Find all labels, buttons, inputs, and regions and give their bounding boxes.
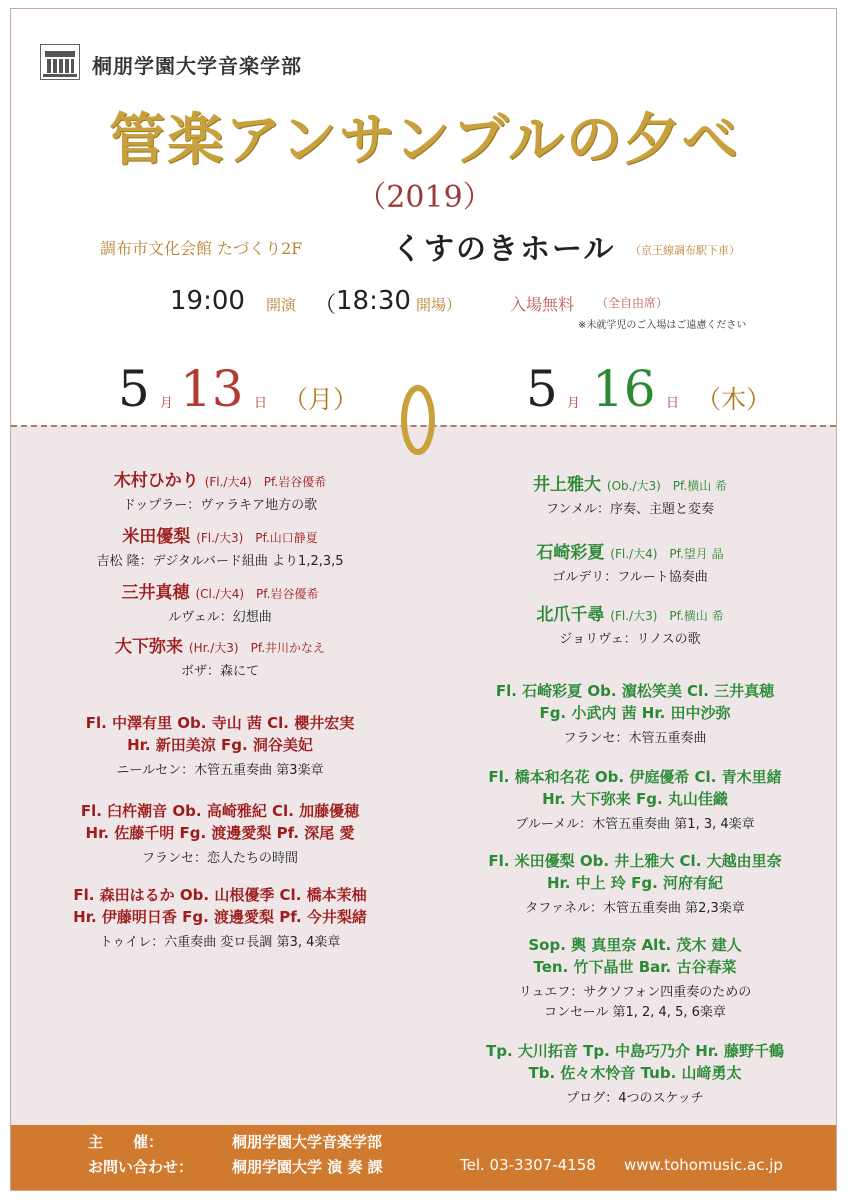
open-paren: （: [314, 293, 337, 318]
list-item: [430, 934, 840, 1020]
work-title: ドップラー：ヴァラキア地方の歌: [122, 498, 318, 513]
work-title: フンメル：序奏、主題と変奏: [545, 502, 715, 517]
contact-label: お問い合わせ：: [88, 1158, 194, 1176]
performer-info: (Fl./大4) Pf.望月 晶: [610, 547, 724, 561]
list-item: [430, 680, 840, 746]
venue-access: （京王線調布駅下車）: [630, 244, 740, 257]
performer-name: 木村ひかり: [113, 471, 199, 491]
list-item: [430, 850, 840, 916]
start-time: 19:00: [170, 286, 245, 316]
website-url: www.tohomusic.ac.jp: [624, 1156, 783, 1174]
start-label: 開演: [266, 296, 297, 314]
performer-name: 米田優梨: [122, 527, 191, 547]
venue-hall: くすのきホール: [392, 232, 616, 267]
admission-free: 入場無料: [510, 295, 575, 314]
ensemble-line: Hr. 佐藤千明 Fg. 渡邊愛梨 Pf. 深尾 愛: [85, 824, 355, 842]
ensemble-line: Fl. 石崎彩夏 Ob. 濵松笑美 Cl. 三井真穂: [495, 682, 775, 700]
performer-name: 北爪千尋: [536, 605, 605, 625]
date-left-day-unit: 日: [254, 396, 268, 411]
ensemble-line: Hr. 中上 玲 Fg. 河府有紀: [546, 874, 724, 892]
host-name: 桐朋学園大学音楽学部: [232, 1133, 383, 1151]
date-right-month-unit: 月: [567, 396, 581, 411]
date-separator-oval: [399, 384, 437, 456]
ensemble-line: Fl. 中澤有里 Ob. 寺山 茜 Cl. 櫻井宏実: [85, 714, 355, 732]
performer-info: (Ob./大3) Pf.横山 希: [606, 479, 728, 493]
performer-info: (Hr./大3) Pf.井川かなえ: [188, 641, 326, 655]
list-item: [20, 578, 420, 625]
list-item: [430, 600, 830, 647]
date-left-weekday: （月）: [283, 385, 359, 414]
work-title: ニールセン：木管五重奏曲 第3楽章: [116, 763, 324, 778]
ensemble-line: Sop. 輿 真里奈 Alt. 茂木 建人: [528, 936, 742, 954]
list-item: [20, 522, 420, 569]
list-item: [20, 466, 420, 513]
seating-note: （全自由席）: [596, 296, 669, 310]
list-item: [430, 470, 830, 517]
contact-phone: Tel. 03-3307-4158: [460, 1156, 596, 1174]
list-item: [20, 632, 420, 679]
children-note: ※未就学児のご入場はご遠慮ください: [578, 320, 747, 331]
performer-name: 大下弥来: [114, 637, 183, 657]
work-title: フランセ：恋人たちの時間: [141, 851, 298, 866]
ensemble-line: Hr. 伊藤明日香 Fg. 渡邊愛梨 Pf. 今井梨緒: [73, 908, 367, 926]
host-label: 主 催：: [88, 1133, 164, 1151]
date-right-day-unit: 日: [666, 396, 680, 411]
ensemble-line: Tp. 大川拓音 Tp. 中島巧乃介 Hr. 藤野千鶴: [486, 1042, 784, 1060]
date-left-month: 5: [118, 360, 150, 418]
date-right-day: 16: [592, 360, 656, 418]
date-right-weekday: （木）: [696, 385, 772, 414]
date-left-month-unit: 月: [160, 396, 174, 411]
work-title-cont: コンセール 第1, 2, 4, 5, 6楽章: [544, 1005, 726, 1020]
work-title: リュエフ：サクソフォン四重奏のための: [518, 985, 752, 1000]
work-title: ボザ：森にて: [180, 664, 259, 679]
work-title: トゥイレ：六重奏曲 変ロ長調 第3, 4楽章: [99, 935, 341, 950]
ensemble-line: Hr. 大下弥来 Fg. 丸山佳織: [542, 790, 728, 808]
list-item: [10, 884, 430, 950]
doors-label: 開場）: [416, 296, 462, 314]
work-title: ルヴェル：幻想曲: [168, 610, 272, 625]
work-title: フランセ：木管五重奏曲: [563, 731, 707, 746]
list-item: [430, 766, 840, 832]
venue-building: 調布市文化会館 たづくり2F: [100, 239, 303, 258]
ensemble-line: Fl. 臼杵潮音 Ob. 高崎雅紀 Cl. 加藤優穂: [80, 802, 360, 820]
list-item: [430, 538, 830, 585]
performer-name: 井上雅大: [532, 475, 601, 495]
organizer-heading: 桐朋学園大学音楽学部: [92, 54, 302, 78]
list-item: [10, 800, 430, 866]
ensemble-line: Fl. 森田はるか Ob. 山根優季 Cl. 橋本茉柚: [73, 886, 367, 904]
ensemble-line: Tb. 佐々木怜音 Tub. 山﨑勇太: [528, 1064, 742, 1082]
performer-name: 石崎彩夏: [536, 543, 605, 563]
performer-info: (Fl./大3) Pf.横山 希: [610, 609, 724, 623]
list-item: [10, 712, 430, 778]
contact-name: 桐朋学園大学 演 奏 課: [232, 1158, 383, 1176]
performer-name: 三井真穂: [121, 583, 190, 603]
work-title: プログ：4つのスケッチ: [566, 1091, 704, 1106]
school-logo-icon: [40, 44, 80, 80]
date-right-month: 5: [526, 360, 558, 418]
concert-year: （2019）: [356, 180, 493, 215]
date-left-day: 13: [180, 360, 244, 418]
ensemble-line: Ten. 竹下晶世 Bar. 古谷春菜: [533, 958, 737, 976]
list-item: [430, 1040, 840, 1106]
performer-info: (Cl./大4) Pf.岩谷優希: [195, 587, 319, 601]
work-title: ゴルデリ：フルート協奏曲: [552, 570, 708, 585]
ensemble-line: Hr. 新田美涼 Fg. 洞谷美妃: [127, 736, 313, 754]
performer-info: (Fl./大4) Pf.岩谷優希: [204, 475, 327, 489]
doors-time: 18:30: [336, 286, 411, 316]
work-title: 吉松 隆：デジタルバード組曲 より1,2,3,5: [96, 554, 344, 569]
performer-info: (Fl./大3) Pf.山口静夏: [196, 531, 318, 545]
work-title: ブルーメル：木管五重奏曲 第1, 3, 4楽章: [515, 817, 755, 832]
ensemble-line: Fl. 米田優梨 Ob. 井上雅大 Cl. 大越由里奈: [488, 852, 782, 870]
ensemble-line: Fl. 橋本和名花 Ob. 伊庭優希 Cl. 青木里緒: [488, 768, 782, 786]
work-title: ジョリヴェ：リノスの歌: [559, 632, 701, 647]
concert-title: 管楽アンサンブルの夕べ: [109, 107, 740, 173]
ensemble-line: Fg. 小武内 茜 Hr. 田中沙弥: [539, 704, 731, 722]
work-title: タファネル：木管五重奏曲 第2,3楽章: [525, 901, 745, 916]
